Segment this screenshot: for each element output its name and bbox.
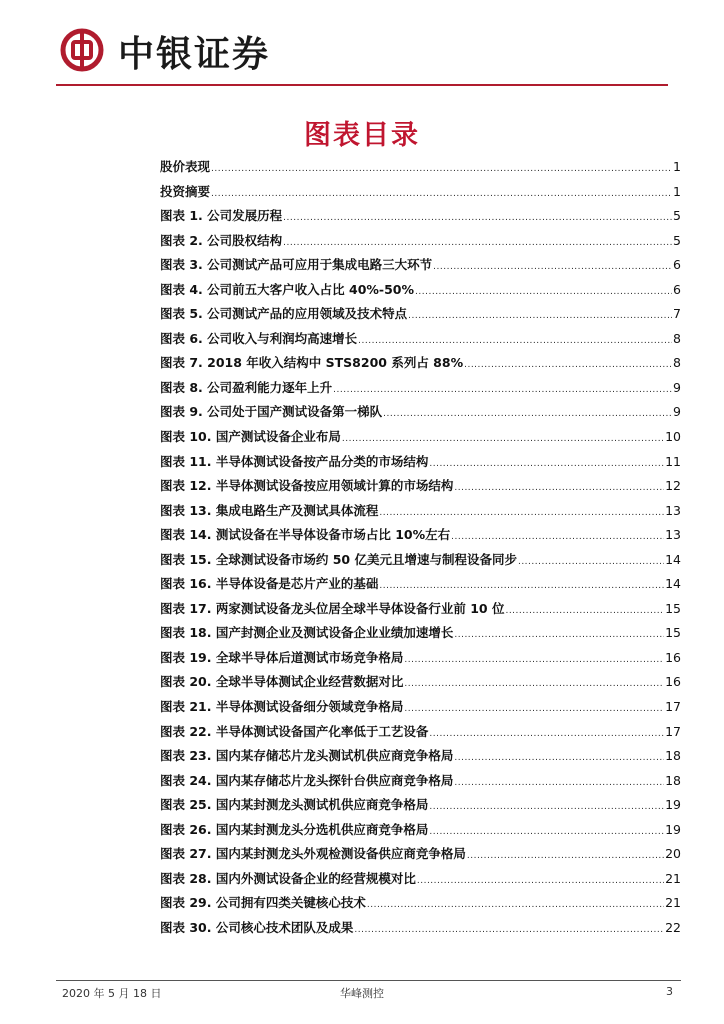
footer-date: 2020 年 5 月 18 日 [62, 987, 162, 1000]
toc-entry-page[interactable]: 13 [665, 502, 681, 518]
toc-entry[interactable] [160, 329, 681, 354]
brand-name: 中银证券 [118, 34, 271, 75]
toc-entry-label[interactable]: 图表 10. 国产测试设备企业布局 [160, 429, 341, 445]
toc-entry-page[interactable]: 21 [665, 870, 681, 886]
toc-entry-label[interactable]: 图表 25. 国内某封测龙头测试机供应商竞争格局 [160, 797, 429, 813]
toc-entry[interactable] [160, 378, 681, 403]
toc-dot-leader [429, 827, 664, 837]
toc-entry-page[interactable]: 9 [673, 379, 681, 395]
toc-dot-leader [404, 655, 664, 665]
toc-entry[interactable] [160, 869, 681, 894]
toc-entry-label[interactable]: 图表 29. 公司拥有四类关键核心技术 [160, 895, 366, 911]
toc-entry-page[interactable]: 19 [665, 821, 681, 837]
toc-entry-page[interactable]: 14 [665, 576, 681, 592]
toc-entry-page[interactable]: 16 [665, 649, 681, 665]
toc-dot-leader [464, 360, 672, 370]
toc-entry[interactable] [160, 402, 681, 427]
toc-entry-label[interactable]: 图表 12. 半导体测试设备按应用领域计算的市场结构 [160, 478, 454, 494]
toc-entry-page[interactable]: 9 [673, 404, 681, 420]
toc-entry[interactable] [160, 623, 681, 648]
toc-entry-label[interactable]: 图表 27. 国内某封测龙头外观检测设备供应商竞争格局 [160, 846, 466, 862]
toc-dot-leader [505, 606, 664, 616]
footer-company: 华峰测控 [340, 987, 384, 1000]
toc-entry-page[interactable]: 5 [673, 232, 681, 248]
toc-dot-leader [454, 753, 664, 763]
toc-entry-page[interactable]: 8 [673, 355, 681, 371]
toc-entry-page[interactable]: 7 [673, 306, 681, 322]
toc-entry-label[interactable]: 图表 13. 集成电路生产及测试具体流程 [160, 502, 379, 518]
toc-dot-leader [518, 557, 664, 567]
toc-entry-page[interactable]: 8 [673, 330, 681, 346]
toc-entry-label[interactable]: 图表 15. 全球测试设备市场约 50 亿美元且增速与制程设备同步 [160, 551, 517, 567]
toc-entry-page[interactable]: 15 [665, 600, 681, 616]
toc-entry[interactable] [160, 304, 681, 329]
toc-dot-leader [379, 581, 664, 591]
toc-entry-label[interactable]: 图表 5. 公司测试产品的应用领域及技术特点 [160, 306, 408, 322]
toc-entry-page[interactable]: 6 [673, 257, 681, 273]
toc-entry[interactable] [160, 157, 681, 182]
toc-dot-leader [404, 679, 664, 689]
toc-entry[interactable] [160, 501, 681, 526]
toc-dot-leader [454, 483, 664, 493]
toc-dot-leader [454, 778, 664, 788]
footer-page-number: 3 [666, 985, 673, 998]
toc-entry-label[interactable]: 图表 14. 测试设备在半导体设备市场占比 10%左右 [160, 527, 451, 543]
toc-entry[interactable] [160, 427, 681, 452]
toc-dot-leader [415, 287, 672, 297]
toc-entry-label[interactable]: 图表 1. 公司发展历程 [160, 208, 283, 224]
toc-entry-page[interactable]: 19 [665, 797, 681, 813]
table-of-figures [160, 157, 681, 943]
toc-dot-leader [367, 900, 664, 910]
toc-entry-label[interactable]: 图表 4. 公司前五大客户收入占比 40%-50% [160, 281, 415, 297]
toc-dot-leader [211, 189, 672, 199]
toc-entry-page[interactable]: 12 [665, 478, 681, 494]
toc-dot-leader [283, 213, 672, 223]
toc-dot-leader [354, 925, 664, 935]
toc-entry[interactable] [160, 206, 681, 231]
toc-entry-page[interactable]: 18 [665, 772, 681, 788]
toc-entry-page[interactable]: 1 [673, 159, 681, 174]
toc-entry-page[interactable]: 18 [665, 748, 681, 764]
toc-entry[interactable] [160, 182, 681, 207]
toc-entry-page[interactable]: 10 [665, 429, 681, 445]
toc-dot-leader [283, 238, 672, 248]
toc-entry-label[interactable]: 投资摘要 [160, 183, 211, 199]
toc-dot-leader [379, 508, 664, 518]
toc-entry[interactable] [160, 648, 681, 673]
toc-dot-leader [454, 630, 664, 640]
toc-entry[interactable] [160, 795, 681, 820]
toc-dot-leader [433, 262, 672, 272]
toc-entry-page[interactable]: 21 [665, 895, 681, 911]
bank-of-china-logo-icon [60, 28, 104, 72]
footer-divider [56, 980, 681, 981]
toc-entry[interactable] [160, 893, 681, 918]
toc-entry-label[interactable]: 图表 11. 半导体测试设备按产品分类的市场结构 [160, 453, 429, 469]
toc-entry-page[interactable]: 16 [665, 674, 681, 690]
toc-entry[interactable] [160, 255, 681, 280]
page-header [0, 0, 724, 90]
toc-entry[interactable] [160, 574, 681, 599]
toc-entry-label[interactable]: 图表 22. 半导体测试设备国产化率低于工艺设备 [160, 723, 429, 739]
toc-entry-label[interactable]: 图表 18. 国产封测企业及测试设备企业业绩加速增长 [160, 625, 454, 641]
toc-entry[interactable] [160, 476, 681, 501]
toc-entry-page[interactable]: 5 [673, 208, 681, 224]
toc-entry[interactable] [160, 525, 681, 550]
toc-entry-label[interactable]: 图表 26. 国内某封测龙头分选机供应商竞争格局 [160, 821, 429, 837]
toc-entry-page[interactable]: 6 [673, 281, 681, 297]
toc-entry-label[interactable]: 股价表现 [160, 159, 211, 174]
toc-entry[interactable] [160, 672, 681, 697]
page-title: 图表目录 [304, 120, 420, 151]
toc-entry-label[interactable]: 图表 16. 半导体设备是芯片产业的基础 [160, 576, 379, 592]
toc-dot-leader [429, 729, 664, 739]
toc-entry-page[interactable]: 20 [665, 846, 681, 862]
toc-entry-page[interactable]: 22 [665, 919, 681, 935]
toc-entry[interactable] [160, 820, 681, 845]
toc-entry[interactable] [160, 697, 681, 722]
toc-entry[interactable] [160, 722, 681, 747]
toc-entry-page[interactable]: 15 [665, 625, 681, 641]
toc-entry-label[interactable]: 图表 8. 公司盈利能力逐年上升 [160, 379, 333, 395]
toc-dot-leader [467, 851, 664, 861]
toc-entry-label[interactable]: 图表 2. 公司股权结构 [160, 232, 283, 248]
toc-entry-label[interactable]: 图表 9. 公司处于国产测试设备第一梯队 [160, 404, 383, 420]
toc-entry-label[interactable]: 图表 19. 全球半导体后道测试市场竞争格局 [160, 649, 404, 665]
toc-entry-label[interactable]: 图表 21. 半导体测试设备细分领域竞争格局 [160, 699, 404, 715]
toc-entry-label[interactable]: 图表 6. 公司收入与利润均高速增长 [160, 330, 358, 346]
toc-entry[interactable] [160, 844, 681, 869]
toc-entry-page[interactable]: 1 [673, 183, 681, 199]
toc-entry[interactable] [160, 550, 681, 575]
toc-dot-leader [211, 164, 672, 174]
toc-entry-label[interactable]: 图表 28. 国内外测试设备企业的经营规模对比 [160, 870, 416, 886]
toc-entry-label[interactable]: 图表 17. 两家测试设备龙头位居全球半导体设备行业前 10 位 [160, 600, 505, 616]
toc-entry-label[interactable]: 图表 3. 公司测试产品可应用于集成电路三大环节 [160, 257, 433, 273]
toc-entry-label[interactable]: 图表 24. 国内某存储芯片龙头探针台供应商竞争格局 [160, 772, 454, 788]
toc-entry-label[interactable]: 图表 23. 国内某存储芯片龙头测试机供应商竞争格局 [160, 748, 454, 764]
toc-entry[interactable] [160, 771, 681, 796]
toc-entry[interactable] [160, 918, 681, 943]
toc-entry[interactable] [160, 353, 681, 378]
toc-dot-leader [404, 704, 664, 714]
toc-entry-page[interactable]: 17 [665, 723, 681, 739]
header-divider [56, 84, 668, 86]
toc-dot-leader [342, 434, 664, 444]
toc-dot-leader [333, 385, 672, 395]
toc-dot-leader [417, 876, 664, 886]
toc-entry[interactable] [160, 599, 681, 624]
toc-dot-leader [429, 459, 664, 469]
toc-entry[interactable] [160, 231, 681, 256]
toc-entry[interactable] [160, 280, 681, 305]
toc-entry-label[interactable]: 图表 7. 2018 年收入结构中 STS8200 系列占 88% [160, 355, 464, 371]
toc-entry-page[interactable]: 17 [665, 699, 681, 715]
toc-dot-leader [383, 409, 672, 419]
toc-dot-leader [429, 802, 664, 812]
toc-entry-page[interactable]: 14 [665, 551, 681, 567]
toc-entry-label[interactable]: 图表 30. 公司核心技术团队及成果 [160, 919, 354, 935]
toc-dot-leader [451, 532, 664, 542]
toc-entry-label[interactable]: 图表 20. 全球半导体测试企业经营数据对比 [160, 674, 404, 690]
toc-dot-leader [408, 311, 672, 321]
toc-entry-page[interactable]: 11 [665, 453, 681, 469]
toc-entry-page[interactable]: 13 [665, 527, 681, 543]
toc-entry[interactable] [160, 746, 681, 771]
toc-dot-leader [358, 336, 672, 346]
toc-entry[interactable] [160, 452, 681, 477]
